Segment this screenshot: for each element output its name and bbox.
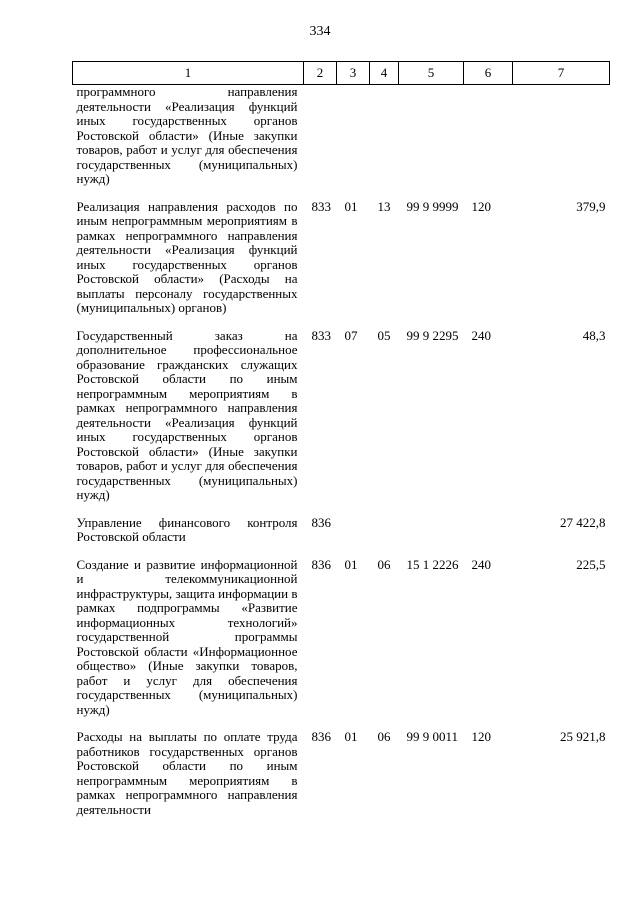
table-row xyxy=(73,85,610,187)
cell-subsection xyxy=(370,85,399,187)
cell-expense-type xyxy=(464,503,513,545)
budget-table xyxy=(72,61,610,817)
cell-amount: 25 921,8 xyxy=(560,729,606,744)
cell-amount: 225,5 xyxy=(576,556,606,572)
cell-ministry-code xyxy=(304,85,337,187)
table-row xyxy=(73,316,610,503)
cell-section: 01 xyxy=(344,556,358,572)
cell-ministry-code: 836 xyxy=(311,729,331,744)
cell-section: 01 xyxy=(344,729,358,744)
cell-section: 07 xyxy=(344,327,358,343)
cell-subsection: 06 xyxy=(377,729,391,744)
cell-expense-type: 240 xyxy=(471,556,491,572)
cell-section xyxy=(337,503,370,545)
cell-subsection: 05 xyxy=(377,327,391,343)
table-row xyxy=(73,187,610,316)
cell-target-article xyxy=(399,503,464,545)
cell-ministry-code: 833 xyxy=(311,198,331,214)
cell-section xyxy=(337,85,370,187)
table-row xyxy=(73,503,610,545)
cell-subsection: 06 xyxy=(377,556,391,572)
column-header-3: 3 xyxy=(337,62,370,85)
cell-amount: 27 422,8 xyxy=(560,514,606,530)
row-description: Реализация направления расходов по иным непрограммным мероприятиям в рамках непрограммного направления деятельности «Реализация функций иных государственных органов Ростовской области» (Расходы на выплаты персоналу государственных (муниципальных) органов) xyxy=(76,198,298,315)
table-row xyxy=(73,717,610,817)
row-description: Государственный заказ на дополнительное профессиональное образование гражданских служащих Ростовской области по иным непрограммным мероприятиям в рамках непрограммного направления деятельности «Реализация функций иных государственных органов Ростовской области» (Иные закупки товаров, работ и услуг для обеспечения государственных (муниципальных) нужд) xyxy=(76,327,298,502)
cell-amount: 379,9 xyxy=(576,198,606,214)
row-description: программного направления деятельности «Реализация функций иных государственных органов Ростовской области» (Иные закупки товаров, работ и услуг для обеспечения государственных (муниципальных) нужд) xyxy=(76,84,298,186)
column-header-5: 5 xyxy=(399,62,464,85)
cell-expense-type: 120 xyxy=(471,198,491,214)
cell-ministry-code: 836 xyxy=(311,556,331,572)
cell-ministry-code: 836 xyxy=(311,514,331,530)
table-row xyxy=(73,545,610,718)
cell-subsection xyxy=(370,503,399,545)
column-header-7: 7 xyxy=(513,62,610,85)
row-description: Создание и развитие информационной и телекоммуникационной инфраструктуры, защита информации в рамках подпрограммы «Развитие информационных технологий» государственной программы Ростовской области «Информационное общество» (Иные закупки товаров, работ и услуг для обеспечения государственных (муниципальных) нужд) xyxy=(76,556,298,717)
column-header-2: 2 xyxy=(304,62,337,85)
cell-expense-type: 120 xyxy=(471,729,491,744)
column-header-4: 4 xyxy=(370,62,399,85)
cell-expense-type: 240 xyxy=(471,327,491,343)
row-description: Расходы на выплаты по оплате труда работников государственных органов Ростовской области по иным непрограммным мероприятиям в рамках непрограммного направления деятельности xyxy=(76,729,298,817)
cell-target-article: 99 9 9999 xyxy=(406,198,459,214)
cell-target-article: 99 9 0011 xyxy=(406,729,459,744)
cell-expense-type xyxy=(464,85,513,187)
cell-amount: 48,3 xyxy=(582,327,606,343)
column-header-1: 1 xyxy=(73,62,304,85)
cell-target-article xyxy=(399,85,464,187)
cell-section: 01 xyxy=(344,198,358,214)
cell-target-article: 15 1 2226 xyxy=(406,556,459,572)
table-header-row xyxy=(73,62,610,85)
column-header-6: 6 xyxy=(464,62,513,85)
cell-target-article: 99 9 2295 xyxy=(406,327,459,343)
row-description: Управление финансового контроля Ростовской области xyxy=(76,514,298,544)
cell-amount xyxy=(513,85,610,187)
cell-ministry-code: 833 xyxy=(311,327,331,343)
cell-subsection: 13 xyxy=(377,198,391,214)
page-number: 334 xyxy=(309,24,331,39)
